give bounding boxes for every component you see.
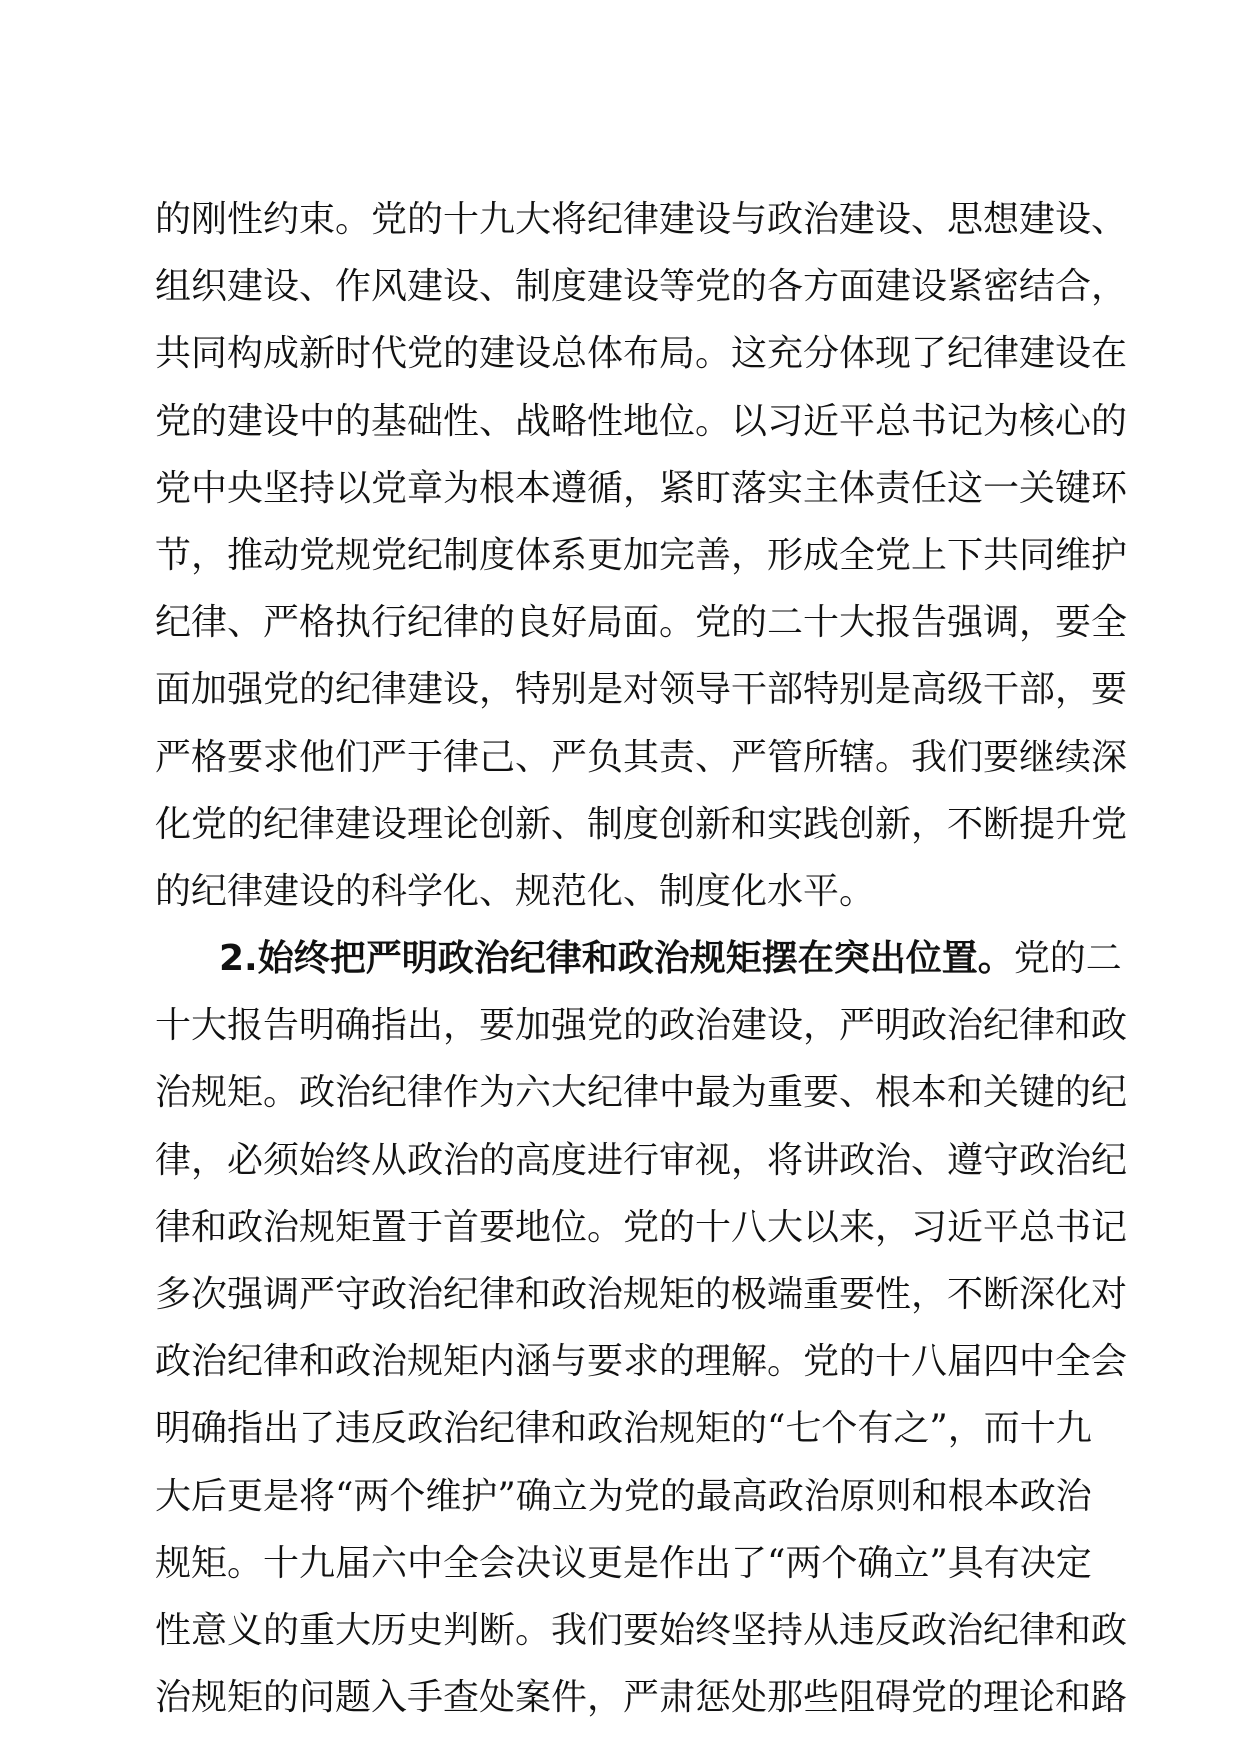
text-line: 的纪律建设的科学化、规范化、制度化水平。 (155, 870, 876, 912)
text-line: 党中央坚持以党章为根本遵循，紧盯落实主体责任这一关键环 (155, 467, 1128, 509)
text-line: 治规矩。政治纪律作为六大纪律中最为重要、根本和关键的纪 (155, 1072, 1128, 1114)
text-line: 律，必须始终从政治的高度进行审视，将讲政治、遵守政治纪 (155, 1139, 1128, 1181)
body-text (155, 186, 1128, 1731)
text-line: 明确指出了违反政治纪律和政治规矩的“七个有之”，而十九 (155, 1408, 1092, 1450)
text-line: 性意义的重大历史判断。我们要始终坚持从违反政治纪律和政 (155, 1609, 1128, 1651)
section-heading: 2.始终把严明政治纪律和政治规矩摆在突出位置。 (219, 938, 1014, 980)
text-line: 规矩。十九届六中全会决议更是作出了“两个确立”具有决定 (155, 1542, 1092, 1584)
text-line: 政治纪律和政治规矩内涵与要求的理解。党的十八届四中全会 (155, 1341, 1128, 1383)
text-line: 多次强调严守政治纪律和政治规矩的极端重要性，不断深化对 (155, 1274, 1128, 1315)
text-line: 律和政治规矩置于首要地位。党的十八大以来，习近平总书记 (155, 1206, 1128, 1248)
text-line: 治规矩的问题入手查处案件，严肃惩处那些阻碍党的理论和路 (155, 1677, 1128, 1719)
text-line: 的刚性约束。党的十九大将纪律建设与政治建设、思想建设、 (155, 199, 1128, 240)
text-line: 化党的纪律建设理论创新、制度创新和实践创新，不断提升党 (155, 803, 1128, 845)
text-line: 十大报告明确指出，要加强党的政治建设，严明政治纪律和政 (155, 1005, 1128, 1047)
text-line: 纪律、严格执行纪律的良好局面。党的二十大报告强调，要全 (155, 602, 1128, 644)
text-line: 节，推动党规党纪制度体系更加完善，形成全党上下共同维护 (155, 534, 1128, 576)
text-line: 面加强党的纪律建设，特别是对领导干部特别是高级干部，要 (155, 669, 1128, 711)
text-line: 共同构成新时代党的建设总体布局。这充分体现了纪律建设在 (155, 333, 1128, 375)
heading-line-rest: 党的二 (1013, 938, 1122, 980)
text-line: 党的建设中的基础性、战略性地位。以习近平总书记为核心的 (155, 400, 1128, 442)
text-line: 严格要求他们严于律己、严负其责、严管所辖。我们要继续深 (155, 736, 1128, 778)
text-line: 大后更是将“两个维护”确立为党的最高政治原则和根本政治 (155, 1475, 1092, 1517)
section-heading-line (155, 925, 1122, 992)
text-line: 组织建设、作风建设、制度建设等党的各方面建设紧密结合， (155, 266, 1128, 308)
